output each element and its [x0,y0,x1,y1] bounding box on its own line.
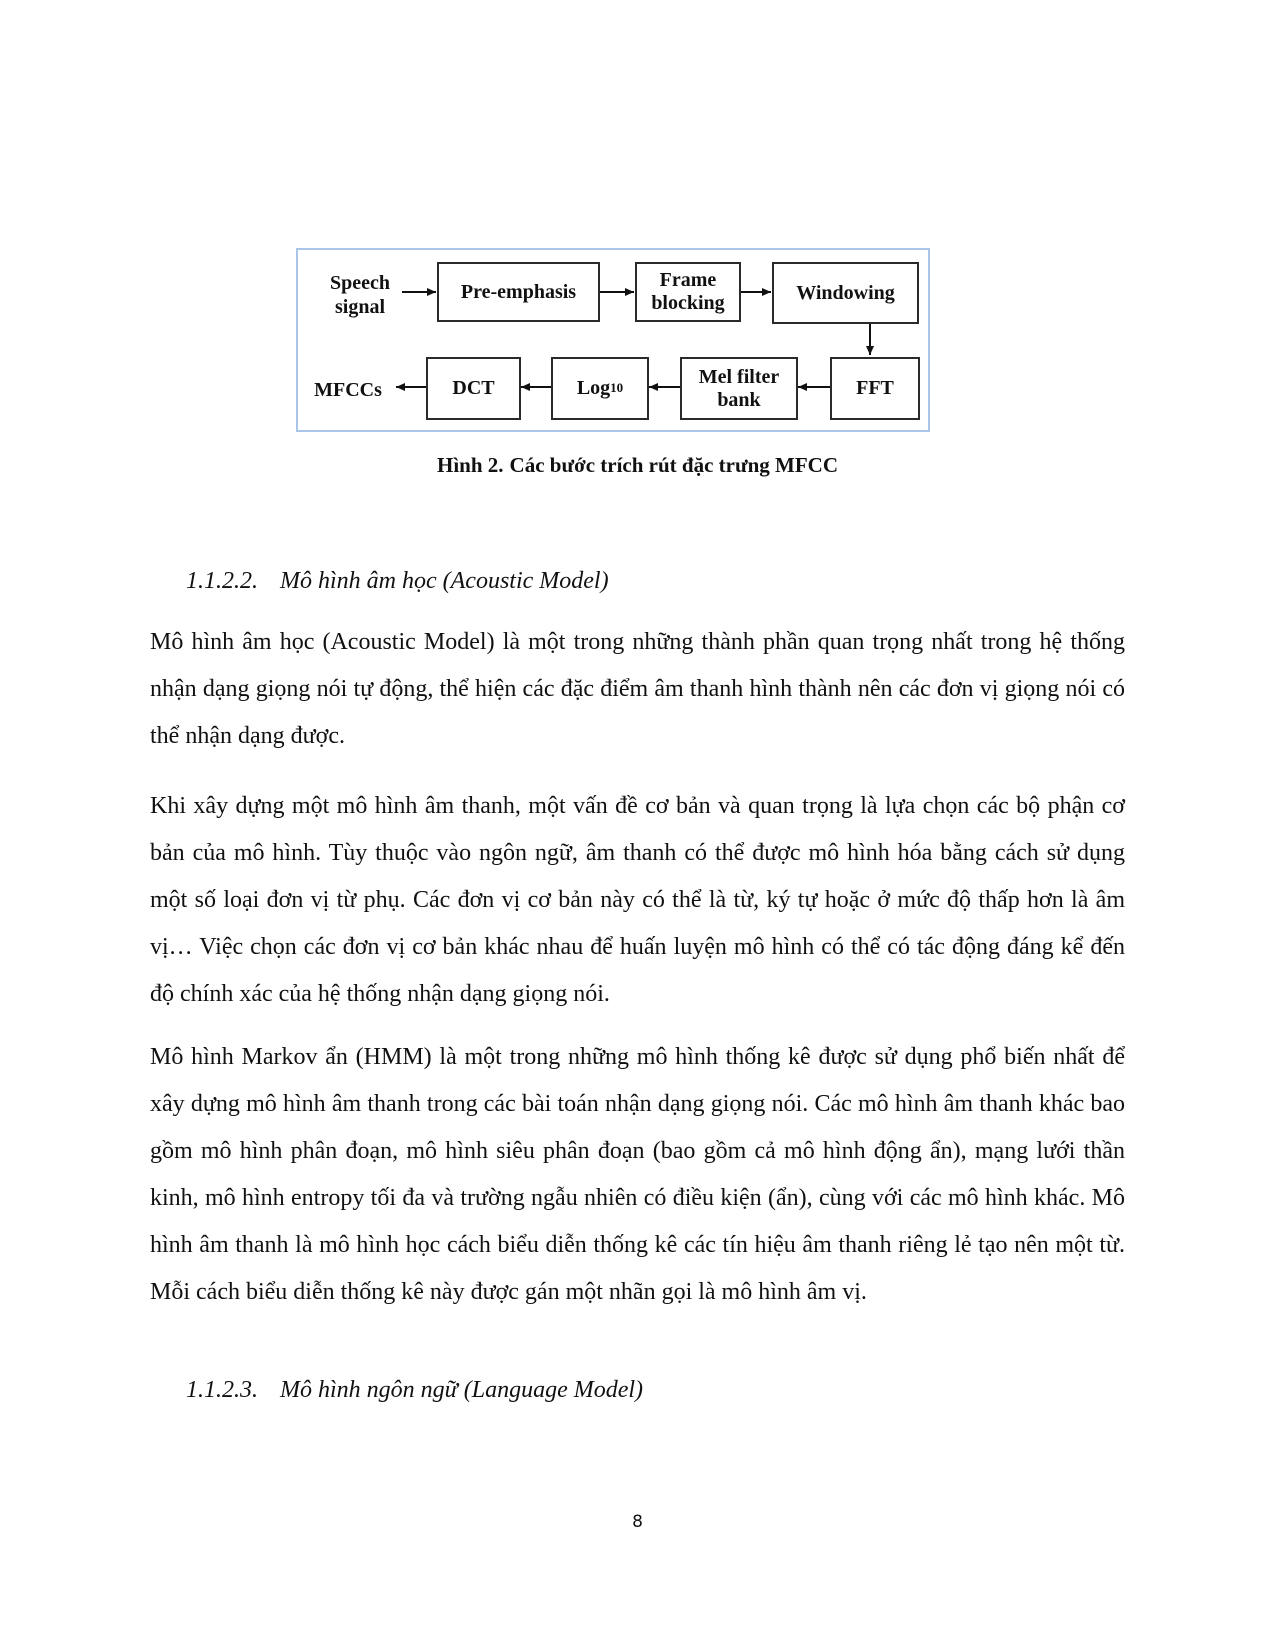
section-heading-acoustic: 1.1.2.2. Mô hình âm học (Acoustic Model) [186,568,609,594]
windowing-box: Windowing [772,262,919,324]
mel-filter-bank-box: Mel filter bank [680,357,798,420]
page-number: 8 [632,1512,643,1532]
log10-box: Log 10 [551,357,649,420]
speech-signal-label: Speech signal [330,272,390,318]
paragraph-acoustic-intro: Mô hình âm học (Acoustic Model) là một trong những thành phần quan trọng nhất trong hệ thống nhận dạng giọng nói tự động, thể hiện các đặc điểm âm thanh hình thành nên các đơn vị giọng nói có thể nhận dạng được. [150,629,1125,749]
pre-emphasis-box: Pre-emphasis [437,262,600,322]
fft-box: FFT [830,357,920,420]
section-heading-language: 1.1.2.3. Mô hình ngôn ngữ (Language Model) [186,1377,644,1403]
dct-box: DCT [426,357,521,420]
mfccs-label: MFCCs [314,379,382,401]
frame-blocking-box: Frame blocking [635,262,741,322]
figure-caption: Hình 2. Các bước trích rút đặc trưng MFCC [437,453,838,477]
paragraph-acoustic-units: Khi xây dựng một mô hình âm thanh, một vấn đề cơ bản và quan trọng là lựa chọn các bộ phận cơ bản của mô hình. Tùy thuộc vào ngôn ngữ, âm thanh có thể được mô hình hóa bằng cách sử dụng một số loại đơn vị từ phụ. Các đơn vị cơ bản này có thể là từ, ký tự hoặc ở mức độ thấp hơn là âm vị… Việc chọn các đơn vị cơ bản khác nhau để huấn luyện mô hình có thể có tác động đáng kể đến độ chính xác của hệ thống nhận dạng giọng nói. [150,793,1125,1007]
paragraph-hmm: Mô hình Markov ẩn (HMM) là một trong những mô hình thống kê được sử dụng phổ biến nhất để xây dựng mô hình âm thanh trong các bài toán nhận dạng giọng nói. Các mô hình âm thanh khác bao gồm mô hình phân đoạn, mô hình siêu phân đoạn (bao gồm cả mô hình động ẩn), mạng lưới thần kinh, mô hình entropy tối đa và trường ngẫu nhiên có điều kiện (ẩn), cùng với các mô hình khác. Mô hình âm thanh là mô hình học cách biểu diễn thống kê các tín hiệu âm thanh riêng lẻ tạo nên một từ. Mỗi cách biểu diễn thống kê này được gán một nhãn gọi là mô hình âm vị. [150,1044,1125,1305]
